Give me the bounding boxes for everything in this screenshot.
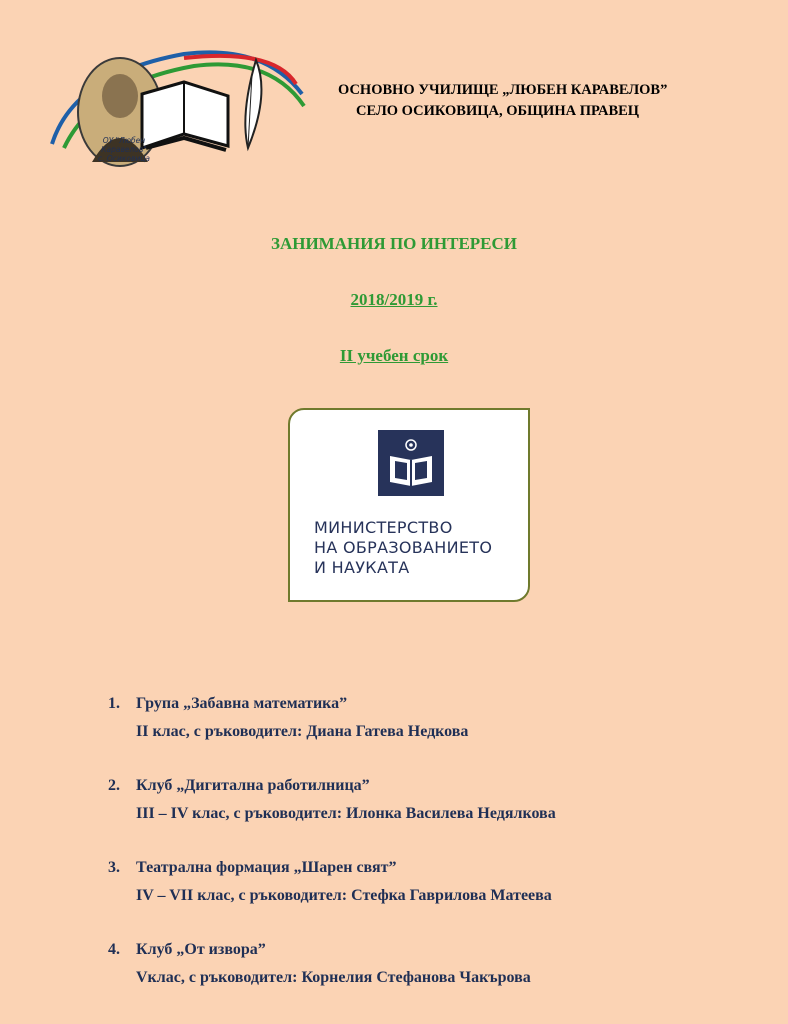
list-item-number: 1. [108,695,120,712]
term-label: II учебен срок [339,346,449,365]
ministry-name-line2: НА ОБРАЗОВАНИЕТО [314,538,493,557]
ministry-name-line1: МИНИСТЕРСТВО [314,518,453,537]
school-logo-caption-line2: с. Осиковица [98,154,150,163]
list-item [108,936,556,1018]
school-logo-icon [34,44,320,174]
list-item-details: II клас, с ръководител: Диана Гатева Недкова [136,723,469,740]
ministry-name-line3: И НАУКАТА [314,558,410,577]
list-item [108,854,556,936]
title-block [0,234,788,366]
list-item-details: III – IV клас, с ръководител: Илонка Василева Недялкова [136,805,556,822]
list-item-name: Клуб „Дигитална работилница” [136,777,370,794]
ministry-name [314,518,514,578]
list-item-name: Клуб „От извора” [136,941,266,958]
school-header [330,80,750,122]
list-item-name: Театрална формация „Шарен свят” [136,859,397,876]
school-logo-caption [82,136,166,163]
list-item-number: 2. [108,777,120,794]
list-item [108,772,556,854]
school-name: ОСНОВНО УЧИЛИЩЕ „ЛЮБЕН КАРАВЕЛОВ” [338,82,668,98]
list-item-number: 3. [108,859,120,876]
page-title: ЗАНИМАНИЯ ПО ИНТЕРЕСИ [270,234,518,253]
ministry-book-icon [378,430,444,496]
list-item-name: Група „Забавна математика” [136,695,348,712]
ministry-logo-box [288,408,530,602]
list-item-details: Vклас, с ръководител: Корнелия Стефанова Чакърова [136,969,531,986]
school-logo [34,44,320,174]
list-item-number: 4. [108,941,120,958]
groups-list [108,690,556,1018]
school-year: 2018/2019 г. [350,290,438,309]
school-logo-caption-line1: ОУ "Любен Каравелов" [101,136,147,154]
list-item [108,690,556,772]
list-item-details: IV – VII клас, с ръководител: Стефка Гаврилова Матеева [136,887,552,904]
school-location: СЕЛО ОСИКОВИЦА, ОБЩИНА ПРАВЕЦ [356,103,640,119]
